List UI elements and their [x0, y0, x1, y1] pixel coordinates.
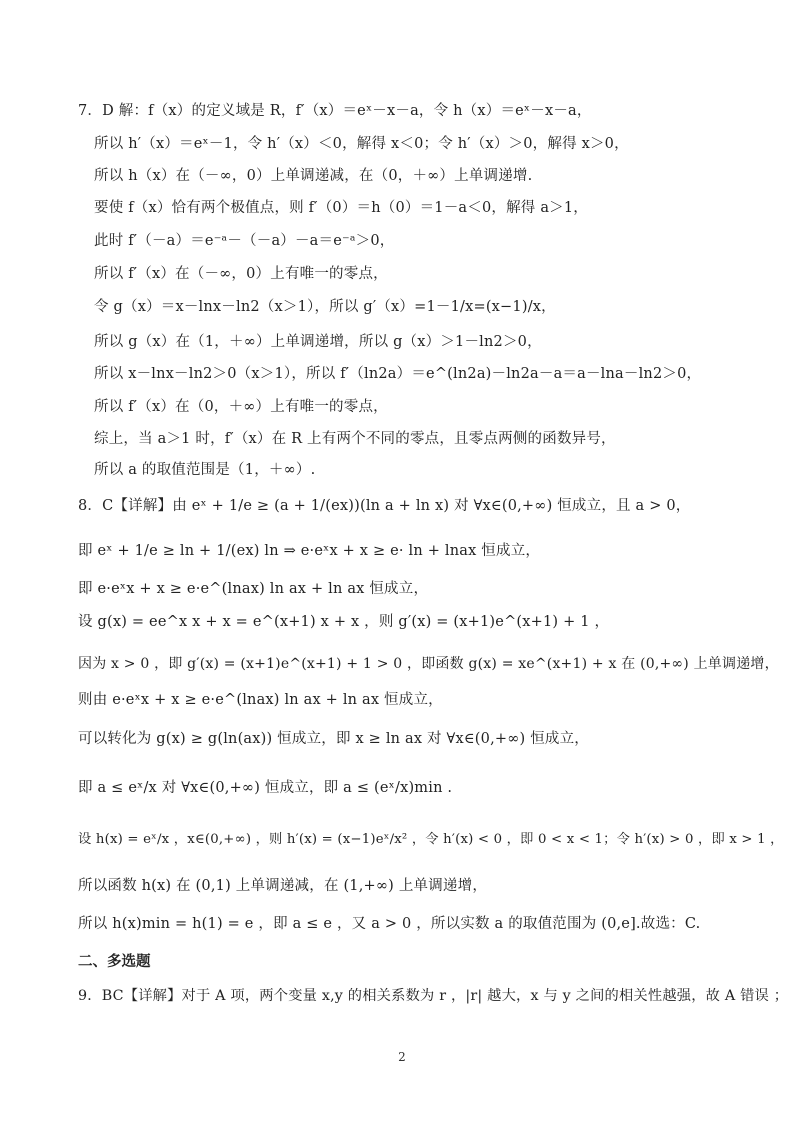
solution-8-line-2: 即 eˣ + 1/e ≥ ln + 1/(ex) ln ⇒ e·eˣx + x ≥ e· ln + lnax 恒成立，	[78, 543, 541, 559]
solution-7-line-8: 所以 g（x）在（1，＋∞）上单调递增，所以 g（x）＞1－ln2＞0，	[94, 334, 542, 350]
solution-8-line-5: 因为 x > 0 ，即 g′(x) = (x+1)e^(x+1) + 1 > 0 ，即函数 g(x) = xe^(x+1) + x 在 (0,+∞) 上单调递增，	[78, 656, 779, 672]
solution-7-line-12: 所以 a 的取值范围是（1，＋∞）.	[94, 462, 316, 478]
solution-8-line-7: 可以转化为 g(x) ≥ g(ln(ax)) 恒成立，即 x ≥ ln ax 对 ∀x∈(0,+∞) 恒成立，	[78, 731, 589, 747]
solution-8-line-11: 所以 h(x)min = h(1) = e ，即 a ≤ e ，又 a > 0 ，所以实数 a 的取值范围为 (0,e].故选：C.	[78, 916, 701, 932]
solution-7-line-9: 所以 x－lnx－ln2＞0（x＞1），所以 f′（ln2a）＝e^(ln2a)－ln2a－a＝a－lna－ln2＞0，	[94, 366, 702, 382]
solution-8-line-6: 则由 e·eˣx + x ≥ e·e^(lnax) ln ax + ln ax 恒成立，	[78, 692, 443, 708]
solution-7-line-11: 综上，当 a＞1 时，f′（x）在 R 上有两个不同的零点，且零点两侧的函数异号，	[94, 431, 616, 447]
solution-7-line-2: 所以 h′（x）＝eˣ－1，令 h′（x）＜0，解得 x＜0；令 h′（x）＞0，解得 x＞0，	[94, 136, 629, 152]
solution-7-line-7: 令 g（x）＝x－lnx－ln2（x＞1），所以 g′（x）=1－1/x=(x−1)/x，	[94, 299, 556, 315]
solution-7-line-3: 所以 h（x）在（－∞，0）上单调递减，在（0，＋∞）上单调递增.	[94, 168, 533, 184]
solution-8-line-8: 即 a ≤ eˣ/x 对 ∀x∈(0,+∞) 恒成立，即 a ≤ (eˣ/x)min .	[78, 780, 453, 796]
solution-8-line-10: 所以函数 h(x) 在 (0,1) 上单调递减，在 (1,+∞) 上单调递增，	[78, 878, 488, 894]
page-number: 2	[398, 1050, 406, 1064]
solution-7-line-5: 此时 f′（－a）＝e⁻ᵃ－（－a）－a＝e⁻ᵃ＞0，	[94, 233, 395, 249]
solution-7-line-1: 7．D 解：f（x）的定义域是 R，f′（x）＝eˣ－x－a，令 h（x）＝eˣ－x－a，	[78, 103, 592, 119]
section-title: 二、多选题	[78, 954, 151, 970]
solution-9-line-1: 9．BC【详解】对于 A 项，两个变量 x,y 的相关系数为 r ，|r| 越大，x 与 y 之间的相关性越强，故 A 错误 ；	[78, 988, 789, 1004]
solution-7-line-4: 要使 f（x）恰有两个极值点，则 f′（0）＝h（0）＝1－a＜0，解得 a＞1，	[94, 200, 588, 216]
solution-8-line-9: 设 h(x) = eˣ/x ，x∈(0,+∞) ，则 h′(x) = (x−1)eˣ/x² ，令 h′(x) < 0 ，即 0 < x < 1；令 h′(x) > 0 ，即 x > 1 ，	[78, 832, 784, 847]
solution-8-line-1: 8．C【详解】由 eˣ + 1/e ≥ (a + 1/(ex))(ln a + ln x) 对 ∀x∈(0,+∞) 恒成立，且 a > 0，	[78, 498, 691, 514]
solution-7-line-10: 所以 f′（x）在（0，＋∞）上有唯一的零点，	[94, 399, 388, 415]
solution-8-line-3: 即 e·eˣx + x ≥ e·e^(lnax) ln ax + ln ax 恒成立，	[78, 581, 429, 597]
solution-8-line-4: 设 g(x) = ee^x x + x = e^(x+1) x + x ，则 g′(x) = (x+1)e^(x+1) + 1 ，	[78, 614, 610, 630]
solution-7-line-6: 所以 f′（x）在（－∞，0）上有唯一的零点，	[94, 266, 388, 282]
